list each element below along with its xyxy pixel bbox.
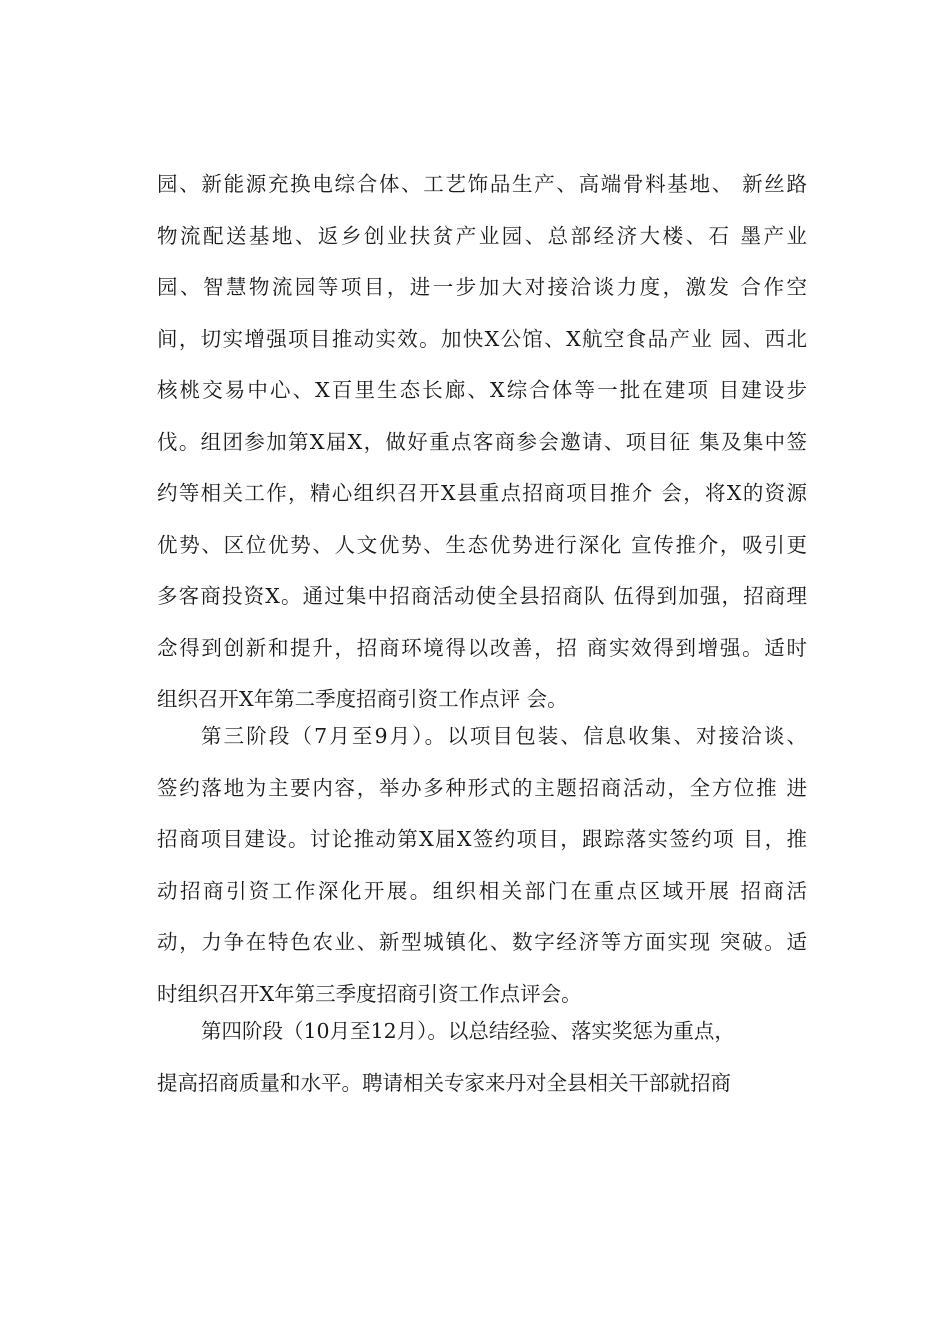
text-line: 园、新能源充换电综合体、工艺饰品生产、高端骨料基地、 新丝路	[157, 172, 807, 196]
text-line: 园、智慧物流园等项目，进一步加大对接洽谈力度，激发 合作空	[157, 275, 807, 299]
text-line: 核桃交易中心、X百里生态长廊、X综合体等一批在建项 目建设步	[157, 378, 807, 402]
text-line: 招商项目建设。讨论推动第X届X签约项目，跟踪落实签约项 目，推	[157, 827, 807, 851]
paragraph-1	[157, 159, 807, 726]
text-line: 签约落地为主要内容，举办多种形式的主题招商活动，全方位推 进	[157, 775, 807, 800]
text-line: 第四阶段（10月至12月）。以总结经验、落实奖惩为重点，	[201, 1019, 735, 1043]
paragraph-3	[157, 1006, 807, 1109]
text-line: 优势、区位优势、人文优势、生态优势进行深化 宣传推介，吸引更	[157, 532, 807, 557]
text-line: 时组织召开X年第三季度招商引资工作点评会。	[157, 981, 582, 1006]
text-line: 动招商引资工作深化开展。组织相关部门在重点区域开展 招商活	[157, 878, 807, 903]
text-line: 物流配送基地、返乡创业扶贫产业园、总部经济大楼、石 墨产业	[157, 223, 807, 248]
text-line: 伐。组团参加第X届X，做好重点客商参会邀请、项目征 集及集中签	[157, 429, 807, 454]
text-line: 多客商投资X。通过集中招商活动使全县招商队 伍得到加强，招商理	[157, 584, 807, 608]
text-line: 念得到创新和提升，招商环境得以改善，招 商实效得到增强。适时	[157, 635, 807, 660]
text-line: 动，力争在特色农业、新型城镇化、数字经济等方面实现 突破。适	[157, 930, 807, 954]
text-line: 提高招商质量和水平。聘请相关专家来丹对全县相关干部就招商	[157, 1070, 731, 1095]
text-line: 间，切实增强项目推动实效。加快X公馆、X航空食品产业 园、西北	[157, 326, 807, 351]
paragraph-2	[157, 711, 807, 1020]
text-line: 约等相关工作，精心组织召开X县重点招商项目推介 会，将X的资源	[157, 481, 807, 505]
text-line: 第三阶段（7月至9月）。以项目包装、信息收集、对接洽谈、	[201, 724, 807, 748]
text-line: 组织召开X年第二季度招商引资工作点评 会。	[157, 687, 568, 711]
